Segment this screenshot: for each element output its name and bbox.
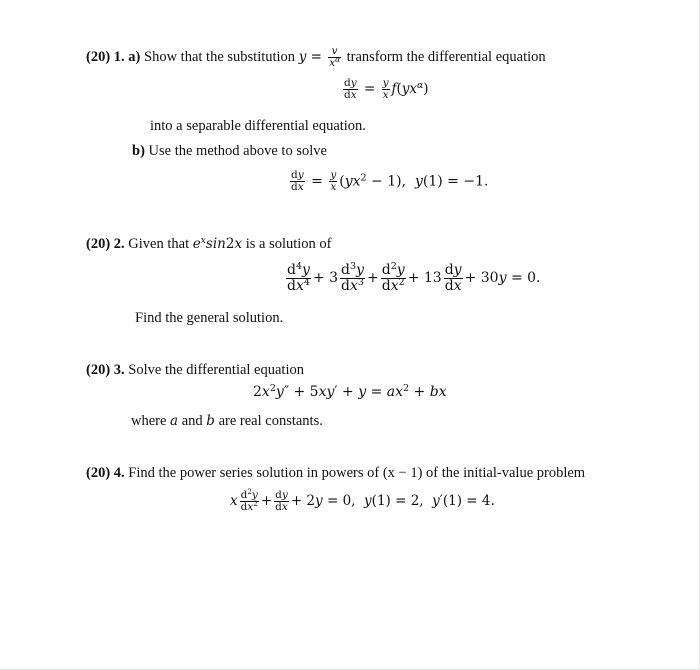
problem-1a-label: a) — [128, 49, 141, 66]
problem-2-number: 2. — [113, 236, 125, 252]
problem-1b-text: Use the method above to solve — [148, 143, 327, 159]
equation-3: $2x^2y'' + 5xy' + y = ax^2$ + bx — [253, 382, 447, 400]
problem-2-points: (20) — [86, 236, 111, 252]
given-solution: $e^x\sin 2x$ — [192, 234, 243, 252]
equation-1a: $\frac{dy}{dx}$ = $\frac{y}{x}$ $f(yx^\alpha)$ — [344, 77, 429, 102]
problem-3-followup — [131, 412, 323, 430]
dy-dx-fraction: $\frac{dy}{dx}$ — [291, 169, 304, 194]
equation-2: $\frac{d^4y}{dx^4}$ + 3 $\frac{d^3y}{dx^3}$ + $\frac{d^2y}{dx^2}$ + 13 $\frac{dy}{dx}$ + 30y = 0. — [287, 260, 541, 294]
substitution-formula: y = $\frac{v}{x^\alpha}$ — [298, 45, 340, 70]
d2y-dx2: $\frac{d^2y}{dx^2}$ — [240, 487, 258, 514]
equation-1b: $\frac{dy}{dx}$ = $\frac{y}{x}$ $(yx^2 - 1)$, y(1) = −1. — [291, 169, 489, 194]
dy-dx: $\frac{dy}{dx}$ — [275, 489, 288, 514]
substitution-fraction: $\frac{v}{x^\alpha}$ — [329, 45, 340, 70]
problem-4-text: Find the power series solution in powers of (x − 1) of the initial-value problem — [128, 465, 586, 481]
y-over-x-fraction: $\frac{y}{x}$ — [382, 77, 389, 102]
d2y-dx2: $\frac{d^2y}{dx^2}$ — [381, 260, 405, 294]
problem-3-statement — [86, 361, 304, 379]
problem-1a-text-2: transform the differential equation — [346, 49, 546, 66]
problem-1-points: (20) — [86, 49, 111, 66]
problem-1a-followup: into a separable differential equation. — [150, 118, 366, 134]
problem-3-number: 3. — [113, 362, 125, 378]
problem-3-and: and — [181, 413, 203, 429]
problem-1b-statement — [132, 142, 327, 160]
problem-1-number: 1. — [113, 49, 125, 66]
dy-dx: $\frac{dy}{dx}$ — [444, 262, 462, 294]
constant-a: a — [170, 413, 179, 429]
problem-2-statement — [86, 235, 332, 253]
d4y-dx4: $\frac{d^4y}{dx^4}$ — [287, 260, 310, 294]
problem-4-statement — [86, 464, 585, 482]
problem-3-points: (20) — [86, 362, 111, 378]
problem-2-followup: Find the general solution. — [135, 310, 284, 326]
y-over-x-fraction: $\frac{y}{x}$ — [330, 169, 337, 194]
problem-1a-text: Show that the substitution — [144, 49, 296, 66]
problem-2-text-2: is a solution of — [245, 236, 332, 252]
problem-4-points: (20) — [86, 465, 111, 481]
problem-2-text: Given that — [128, 236, 190, 252]
problem-1b-label: b) — [132, 143, 145, 159]
problem-1-statement — [86, 46, 546, 69]
dy-dx-fraction: $\frac{dy}{dx}$ — [344, 77, 357, 102]
problem-4-number: 4. — [113, 465, 125, 481]
problem-3-end: are real constants. — [218, 413, 323, 429]
constant-b: b — [206, 413, 215, 429]
problem-3-where: where — [131, 413, 167, 429]
equation-4: x $\frac{d^2y}{dx^2}$ + $\frac{dy}{dx}$ + 2y = 0, y(1) = 2, y′(1) = 4. — [230, 487, 495, 514]
d3y-dx3: $\frac{d^3y}{dx^3}$ — [341, 260, 364, 294]
problem-3-text: Solve the differential equation — [128, 362, 304, 378]
